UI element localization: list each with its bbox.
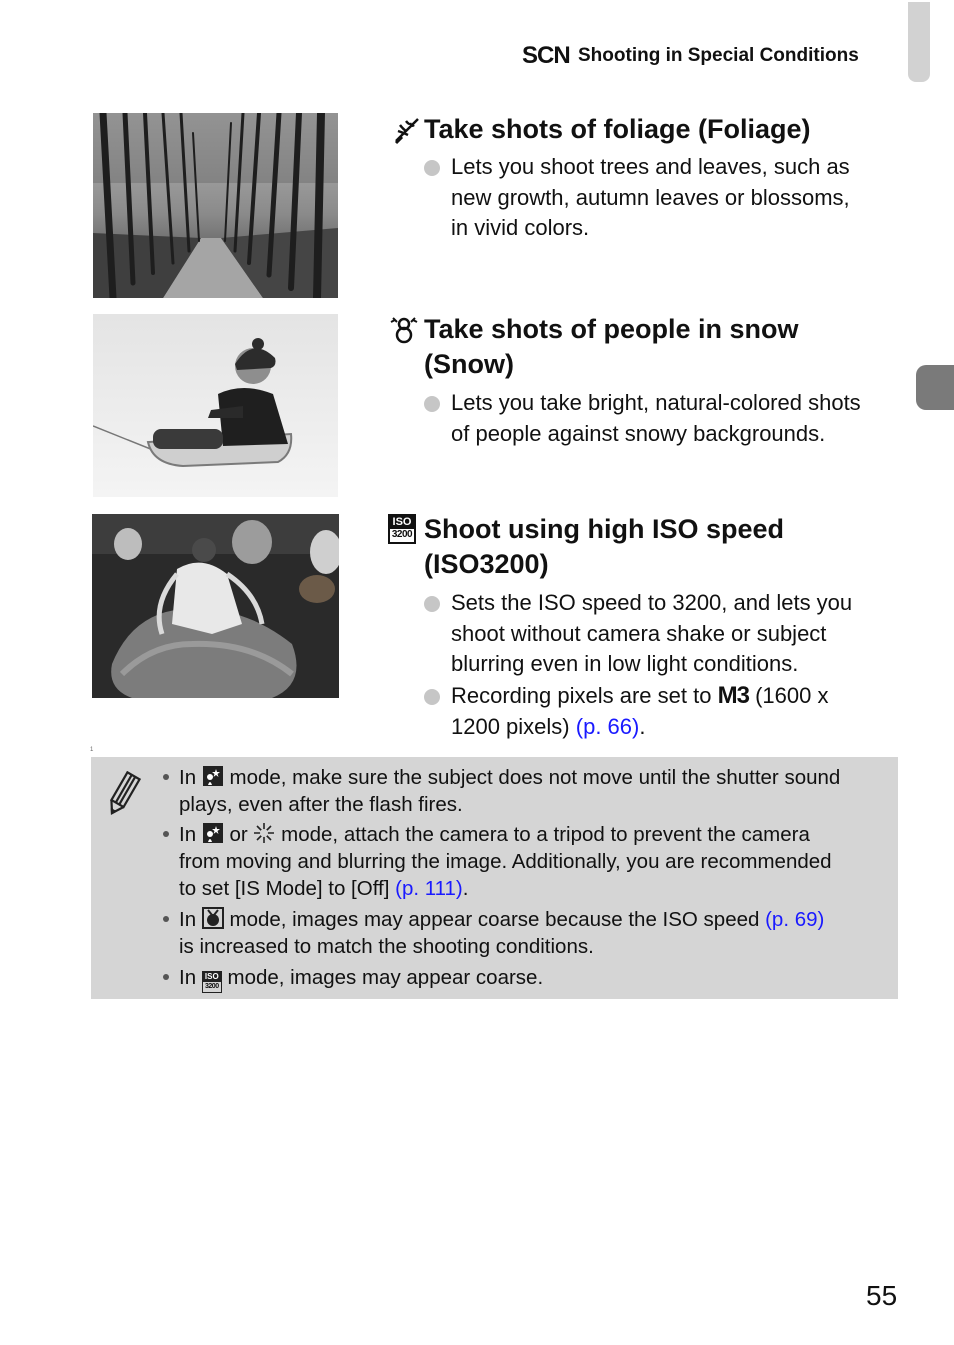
note-text: In bbox=[179, 766, 197, 789]
page-number: 55 bbox=[866, 1280, 898, 1311]
note-text: In bbox=[179, 823, 197, 846]
note-text: plays, even after the flash fires. bbox=[179, 793, 463, 816]
bullet-line: of people against snowy backgrounds. bbox=[451, 420, 826, 446]
iso-icon-top: ISO bbox=[203, 972, 221, 982]
bullet-line: Lets you take bright, natural-colored shots bbox=[451, 390, 861, 415]
top-edge-tab bbox=[908, 2, 930, 82]
bullet-line: in vivid colors. bbox=[451, 215, 590, 240]
foliage-photo bbox=[93, 113, 338, 298]
page-69-link[interactable]: (p. 69) bbox=[765, 908, 825, 931]
note-text: mode, images may appear coarse because the ISO speed bbox=[229, 908, 760, 931]
bullet-snow-1 bbox=[451, 388, 901, 449]
section-title-line: Shoot using high ISO speed bbox=[424, 514, 785, 544]
fireworks-mode-icon bbox=[253, 822, 275, 844]
page-66-link[interactable]: (p. 66) bbox=[575, 713, 640, 739]
bullet-line: Lets you shoot trees and leaves, such as bbox=[451, 154, 850, 179]
note-text: mode, images may appear coarse. bbox=[227, 966, 544, 989]
section-title-line: Take shots of people in snow bbox=[424, 314, 799, 344]
note-box bbox=[91, 757, 898, 999]
indoor-mode-icon bbox=[202, 907, 224, 929]
snow-icon bbox=[389, 314, 419, 344]
section-title-iso3200 bbox=[424, 512, 904, 582]
bullet-line: blurring even in low light conditions. bbox=[451, 651, 799, 676]
note-bullet bbox=[163, 916, 169, 922]
iso-icon-bottom: 3200 bbox=[391, 529, 413, 540]
note-text: from moving and blurring the image. Additionally, you are recommended bbox=[179, 850, 832, 873]
tick-mark: 1 bbox=[90, 747, 94, 753]
night-snapshot-mode-icon bbox=[202, 765, 224, 787]
iso3200-photo bbox=[92, 514, 339, 698]
iso-icon-bottom: 3200 bbox=[205, 983, 219, 990]
section-title-snow bbox=[424, 312, 904, 382]
bullet-line bbox=[451, 712, 901, 743]
bullet-line: Sets the ISO speed to 3200, and lets you bbox=[451, 590, 853, 615]
note-text: In bbox=[179, 966, 197, 989]
section-title-line: (ISO3200) bbox=[424, 549, 549, 579]
iso-icon-top: ISO bbox=[390, 516, 414, 529]
iso3200-icon bbox=[388, 514, 416, 544]
section-title-line: Take shots of foliage (Foliage) bbox=[424, 114, 811, 144]
bullet-text: Recording pixels are set to bbox=[451, 683, 712, 708]
note-text: . bbox=[462, 877, 469, 900]
note-text: mode, make sure the subject does not move until the shutter sound bbox=[229, 766, 841, 789]
m3-size-icon: M3 bbox=[717, 682, 749, 709]
night-snapshot-mode-icon bbox=[202, 822, 224, 844]
note-text: or bbox=[229, 823, 248, 846]
page-111-link[interactable]: (p. 111) bbox=[395, 877, 463, 900]
bullet-foliage-1 bbox=[451, 152, 901, 244]
bullet-iso3200-2 bbox=[451, 681, 901, 742]
bullet-line: shoot without camera shake or subject bbox=[451, 620, 827, 646]
bullet-text: . bbox=[639, 713, 646, 739]
note-text: mode, attach the camera to a tripod to prevent the camera bbox=[281, 823, 810, 846]
note-bullet bbox=[163, 831, 169, 837]
note-bullet bbox=[163, 774, 169, 780]
foliage-icon bbox=[392, 115, 422, 145]
iso3200-mode-icon bbox=[202, 971, 222, 993]
note-text: is increased to match the shooting conditions. bbox=[179, 935, 594, 958]
note-item-4 bbox=[179, 964, 891, 993]
scn-mode-icon: SCN bbox=[522, 42, 570, 69]
bullet-dot bbox=[424, 396, 440, 412]
chapter-side-tab bbox=[916, 365, 954, 410]
note-item-1 bbox=[179, 764, 891, 818]
bullet-text: (1600 x bbox=[755, 683, 829, 708]
header-title: Shooting in Special Conditions bbox=[578, 45, 859, 66]
bullet-text: 1200 pixels) bbox=[451, 713, 570, 739]
bullet-dot bbox=[424, 596, 440, 612]
note-text: to set [IS Mode] to [Off] bbox=[179, 877, 390, 900]
note-item-3 bbox=[179, 906, 891, 960]
note-text: In bbox=[179, 908, 197, 931]
bullet-dot bbox=[424, 160, 440, 176]
snow-photo bbox=[93, 314, 338, 497]
note-bullet bbox=[163, 974, 169, 980]
bullet-line bbox=[451, 681, 901, 712]
section-title-line: (Snow) bbox=[424, 349, 514, 379]
note-item-2 bbox=[179, 821, 891, 902]
bullet-iso3200-1 bbox=[451, 588, 901, 680]
section-title-foliage bbox=[424, 112, 904, 147]
pencil-icon bbox=[105, 771, 141, 817]
bullet-line: new growth, autumn leaves or blossoms, bbox=[451, 184, 850, 210]
bullet-dot bbox=[424, 689, 440, 705]
